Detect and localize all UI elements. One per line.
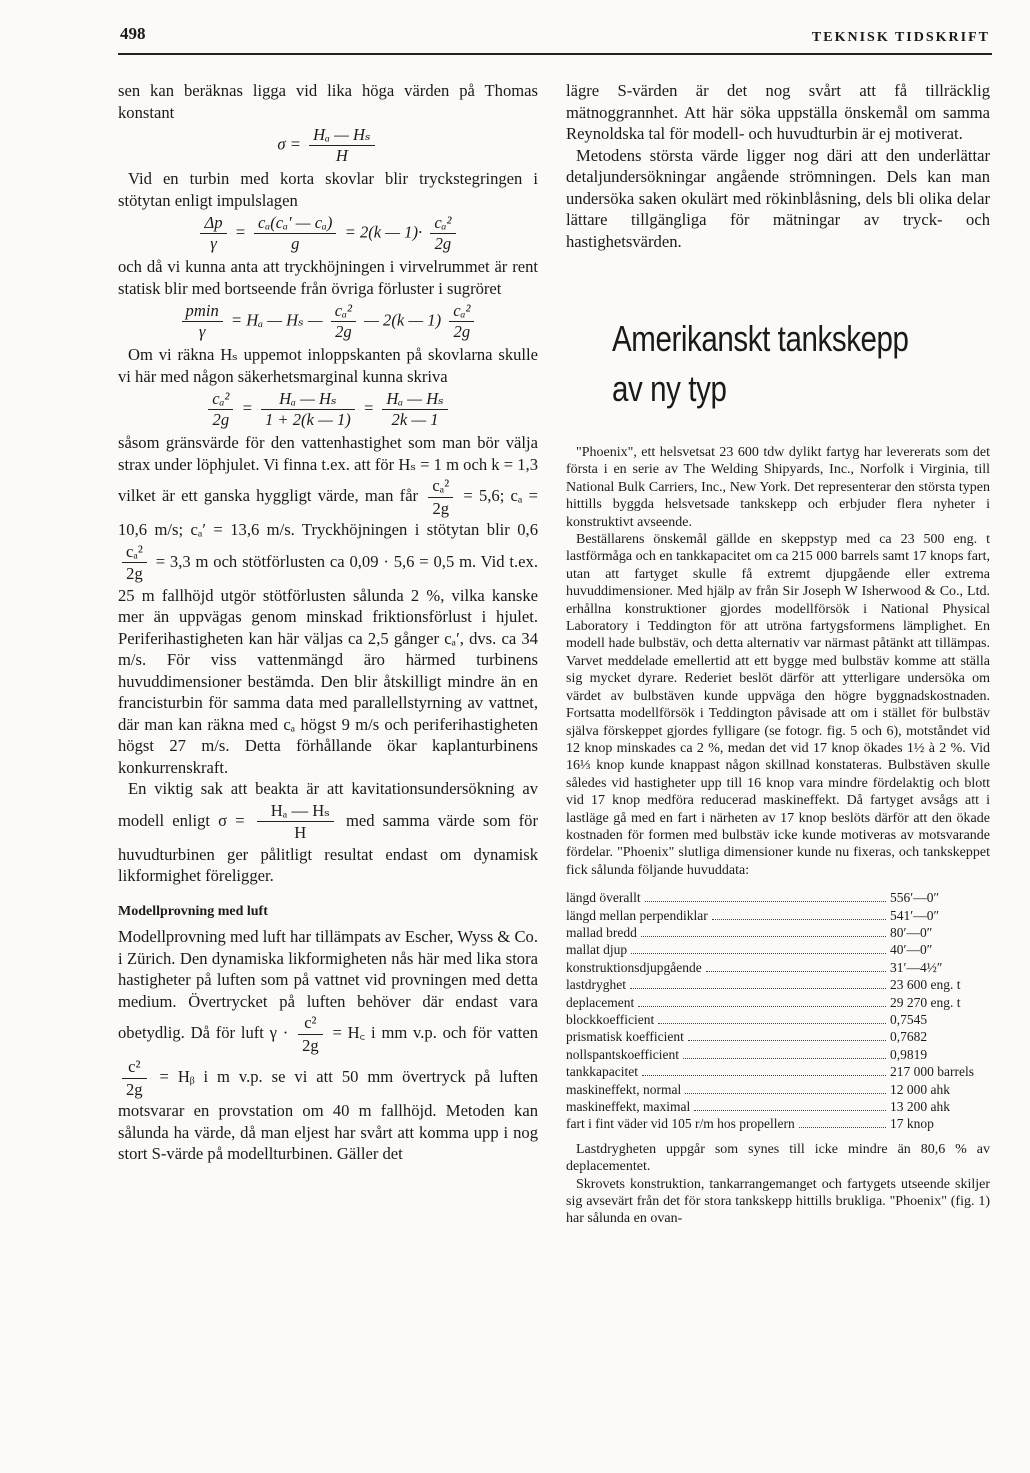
spec-row	[566, 941, 990, 958]
formula-part: =	[362, 398, 375, 418]
leader-dots	[799, 1127, 886, 1128]
spec-value: 31′—4½″	[890, 959, 943, 975]
numerator: cₐ²	[208, 389, 233, 410]
fraction	[298, 1012, 323, 1056]
text-run: såsom gränsvärde för den vattenhastighet som man bör välja strax under löphjulet. Vi finna t.ex. att för Hₛ = 1 m och k = 1,3 vilket är ett ganska hyggligt värde, man får	[118, 433, 538, 505]
text-run: = 5,6; cₐ = 10,6 m/s; cₐ′ = 13,6 m/s. Tryckhöjningen i stötytan blir 0,6	[118, 485, 539, 539]
spec-row	[566, 1063, 990, 1080]
leader-dots	[685, 1093, 886, 1094]
leader-dots	[683, 1058, 886, 1059]
right-column	[566, 80, 990, 1228]
paragraph: "Phoenix", ett helsvetsat 23 600 tdw dylikt fartyg har levererats som det första i en serie av The Welding Shipyards, Inc., Norfolk i Virginia, till National Bulk Carriers, Inc., New York. Det representerar den största typen hittills byggda helsvetsade tankskepp och erbjuder flera nyheter i konstruktivt avseende.	[566, 445, 990, 530]
header-rule	[118, 53, 992, 55]
text-run: Modellprovning med luft har tillämpats av Escher, Wyss & Co. i Zürich. Den dynamiska likformigheten nås här med lika stora hastigheter på luften som på vattnet vid provningen med detta medium. Övertrycket på luften behöver där endast vara obetydlig. Då för luft γ ·	[118, 927, 538, 1042]
fraction	[428, 475, 453, 519]
spec-row	[566, 1098, 990, 1115]
spec-row	[566, 1028, 990, 1045]
fraction	[331, 301, 356, 342]
denominator: 2g	[212, 410, 230, 429]
spec-label: mallad bredd	[566, 924, 637, 940]
spec-value: 80′—0″	[890, 924, 933, 940]
text-run: En viktig sak att beakta är att kavitationsundersökning av modell enligt σ =	[118, 779, 538, 830]
paragraph: och då vi kunna anta att tryckhöjningen i virvelrummet är rent statisk blir med bortseende från övriga förluster i sugröret	[118, 257, 538, 298]
fraction	[182, 301, 223, 342]
formula-part: = 2(k — 1)·	[344, 222, 423, 242]
numerator: Δp	[200, 213, 226, 234]
leader-dots	[631, 953, 886, 954]
spec-label: konstruktionsdjupgående	[566, 959, 702, 975]
formula-part: =	[241, 398, 253, 418]
article-title-line: av ny typ	[612, 368, 727, 409]
denominator: g	[291, 234, 300, 253]
spec-value: 13 200 ahk	[890, 1099, 950, 1115]
spec-row	[566, 1046, 990, 1063]
text-run: med samma värde som för huvudturbinen ger pålitligt resultat endast om dynamisk likformighet föreligger.	[118, 810, 538, 885]
section-heading: Modellprovning med luft	[118, 903, 268, 919]
formula-sigma	[118, 125, 538, 166]
spec-value: 23 600 eng. t	[890, 977, 961, 993]
paragraph	[118, 926, 538, 1165]
spec-value: 29 270 eng. t	[890, 994, 961, 1010]
denominator: 1 + 2(k — 1)	[264, 410, 351, 429]
journal-title: TEKNISK TIDSKRIFT	[811, 30, 990, 45]
numerator: cₐ²	[331, 301, 356, 322]
denominator: 2k — 1	[391, 410, 439, 429]
spec-row	[566, 924, 990, 941]
fraction	[382, 389, 447, 430]
spec-row	[566, 1011, 990, 1028]
paragraph	[118, 432, 538, 778]
spec-value: 40′—0″	[890, 942, 933, 958]
paragraph	[118, 778, 538, 887]
spec-row	[566, 959, 990, 976]
spec-row	[566, 889, 990, 906]
ship-specs-list	[566, 889, 990, 1133]
spec-label: mallat djup	[566, 942, 628, 958]
formula-pmin	[118, 301, 538, 342]
fraction	[254, 213, 336, 254]
spec-value: 0,7545	[890, 1012, 928, 1027]
paragraph: Vid en turbin med korta skovlar blir tryckstegringen i stötytan enligt impulslagen	[118, 169, 538, 210]
spec-label: maskineffekt, normal	[566, 1081, 682, 1097]
formula-impulse	[118, 213, 538, 254]
leader-dots	[630, 988, 886, 989]
spec-value: 0,7682	[890, 1029, 928, 1045]
spec-row	[566, 976, 990, 993]
numerator: cₐ²	[122, 541, 147, 564]
spec-label: längd mellan perpendiklar	[566, 907, 708, 923]
fraction	[208, 389, 233, 430]
denominator: 2g	[335, 322, 352, 341]
fraction	[257, 800, 334, 844]
denominator: γ	[210, 234, 217, 253]
spec-row	[566, 1081, 990, 1098]
spec-row	[566, 1115, 990, 1132]
spec-label: deplacement	[566, 994, 635, 1010]
paragraph: Metodens största värde ligger nog däri att den underlättar detaljundersökningar angående strömningen. Dels kan man undersöka saken okulärt med rökinblåsning, dels bli olika delar lättare tillgängliga för mätningar av tryck- och hastighetsvärden.	[566, 145, 990, 251]
leader-dots	[688, 1040, 886, 1041]
text-run: = 3,3 m och stötförlusten ca 0,09 · 5,6 = 0,5 m. Vid t.ex. 25 m fallhöjd utgör stötförlusten sålunda 2 %, vilka kanske mer än uppvägas genom minskad friktionsförlust i hjulet. Periferihastigheten kan här väljas ca 2,5 gånger cₐ′, dvs. ca 34 m/s. För viss vattenmängd äro härmed turbinens huvuddimensioner bestämda. Den blir åtskilligt mindre än en francisturbin för samma data med parallellstyrning av vattnet, där man kan räkna med cₐ högst 9 m/s och periferihastigheten högst 27 m/s. Detta förhållande ökar kaplanturbinens konkurrenskraft.	[118, 551, 538, 777]
numerator: c²	[298, 1012, 323, 1035]
denominator: H	[335, 146, 348, 165]
spec-value: 556′—0″	[890, 890, 940, 906]
formula-part: σ =	[277, 134, 301, 154]
denominator: 2g	[126, 1079, 143, 1099]
leader-dots	[712, 919, 886, 920]
spec-value: 12 000 ahk	[890, 1081, 950, 1097]
spec-value: 17 knop	[890, 1116, 934, 1132]
article-title	[612, 314, 922, 414]
leader-dots	[641, 936, 886, 937]
numerator: c²	[122, 1056, 147, 1079]
leader-dots	[645, 901, 886, 902]
leader-dots	[638, 1006, 886, 1007]
paragraph: Skrovets konstruktion, tankarrangemanget och fartygets utseende skiljer sig avsevärt från det för stora tankskepp hittills brukliga. "Phoenix" (fig. 1) har sålunda en ovan-	[566, 1176, 990, 1227]
page-number: 498	[120, 24, 146, 43]
paragraph: Beställarens önskemål gällde en skeppstyp med ca 23 500 eng. t lastförmåga och en tankkapacitet om ca 215 000 barrels samt 17 knops fart, utan att fartyget skulle få extremt djupgående eller extrema huvuddimensioner. Med hjälp av från Sir Joseph W Isherwood & Co., Ltd. erhållna konstruktioner gjordes modellförsök i National Physical Laboratory i Teddington för att utröna fartygsformens lämplighet. En modell hade bulbstäv, och detta alternativ var närmast påtänkt att tillämpas. Varvet meddelade emellertid att ett bygge med bulbstäv komme att ställa sig mycket dyrare. Rederiet beslöt därför att ytterligare undersöka om värdet av bulbstäven kunde uppväga den högre byggnadskostnaden. Fortsatta modellförsök i Teddington påvisade att om i stället för bulbstäv själva förskeppet gjordes fylligare (se fotogr. fig. 5 och 6), motståndet vid 12 knop minskades ca 2 %, medan det vid 17 knop ökades 1½ à 2 %. Vid 16⅓ knop kunde knappast någon skillnad konstateras. Bulbstäven skulle således vid hastigheter upp till 16 knop vara mindre fördelaktig och blott vid 17 knop medföra reducerad maskineffekt. Då fartyget avsågs att i lastläge gå med en fart i närheten av 17 knop beslöts därför att den ökade kostnaden för formen med bulbstäv icke kunde motiveras av motsvarande fördelar. "Phoenix" slutliga dimensioner kunde nu fixeras, och tankskeppet fick sålunda följande huvuddata:	[566, 532, 990, 878]
spec-value: 0,9819	[890, 1046, 928, 1062]
text-run: = Hᵦ i m v.p. se vi att 50 mm övertryck på luften motsvarar en provstation om 40 m fallhöjd. Metoden kan sålunda ha värde, då man eljest har svårt att komma upp i nog stort S-värde på modellturbinen. Gäller det	[118, 1066, 538, 1163]
fraction	[309, 125, 374, 166]
leader-dots	[706, 971, 886, 972]
numerator: cₐ²	[449, 301, 474, 322]
numerator: cₐ(cₐ′ — cₐ)	[254, 213, 336, 234]
fraction	[122, 541, 147, 585]
spec-label: blockkoefficient	[566, 1012, 655, 1027]
spec-row	[566, 994, 990, 1011]
text-run: = H꜀ i mm v.p. och för vatten	[332, 1022, 539, 1042]
numerator: Hₐ — Hₛ	[382, 389, 447, 410]
spec-value: 541′—0″	[890, 907, 940, 923]
numerator: cₐ²	[428, 475, 453, 498]
numerator: pmin	[182, 301, 223, 322]
fraction	[449, 301, 474, 342]
formula-limit	[118, 389, 538, 430]
numerator: Hₐ — Hₛ	[261, 389, 355, 410]
spec-label: prismatisk koefficient	[566, 1029, 684, 1045]
denominator: 2g	[434, 234, 452, 253]
leader-dots	[642, 1075, 886, 1076]
formula-part: =	[234, 222, 246, 242]
paragraph: lägre S-värden är det nog svårt att få tillräcklig mätnoggrannhet. Att här söka uppställa önskemål om samma Reynoldska tal för modell- och huvudturbin är ej motiverat.	[566, 81, 990, 143]
denominator: γ	[198, 322, 206, 341]
spec-row	[566, 907, 990, 924]
spec-value: 217 000 barrels	[890, 1064, 974, 1080]
formula-part: = Hₐ — Hₛ —	[230, 310, 323, 330]
denominator: 2g	[453, 322, 471, 341]
spec-label: tankkapacitet	[566, 1064, 638, 1080]
numerator: Hₐ — Hₛ	[309, 125, 374, 146]
fraction	[261, 389, 355, 430]
paragraph: sen kan beräknas ligga vid lika höga värden på Thomas konstant	[118, 81, 538, 122]
article-title-line: Amerikanskt tankskepp	[612, 318, 909, 359]
leader-dots	[694, 1110, 886, 1111]
fraction	[200, 213, 226, 254]
paragraph: Om vi räkna Hₛ uppemot inloppskanten på skovlarna skulle vi här med någon säkerhetsmarginal kunna skriva	[118, 345, 538, 386]
spec-label: nollspantskoefficient	[566, 1046, 679, 1062]
fraction	[122, 1056, 147, 1100]
spec-label: lastdryghet	[566, 977, 626, 993]
leader-dots	[658, 1023, 886, 1024]
numerator: Hₐ — Hₛ	[257, 800, 334, 823]
fraction	[430, 213, 455, 254]
denominator: 2g	[126, 564, 143, 583]
denominator: 2g	[432, 498, 450, 518]
spec-label: fart i fint väder vid 105 r/m hos propellern	[566, 1116, 795, 1132]
formula-part: — 2(k — 1)	[364, 310, 442, 330]
spec-label: maskineffekt, maximal	[566, 1099, 691, 1115]
paragraph: Lastdrygheten uppgår som synes till icke mindre än 80,6 % av deplacementet.	[566, 1141, 990, 1175]
spec-label: längd överallt	[566, 890, 641, 906]
denominator: H	[294, 823, 307, 842]
left-column	[118, 80, 538, 1165]
denominator: 2g	[302, 1035, 319, 1055]
numerator: cₐ²	[430, 213, 455, 234]
